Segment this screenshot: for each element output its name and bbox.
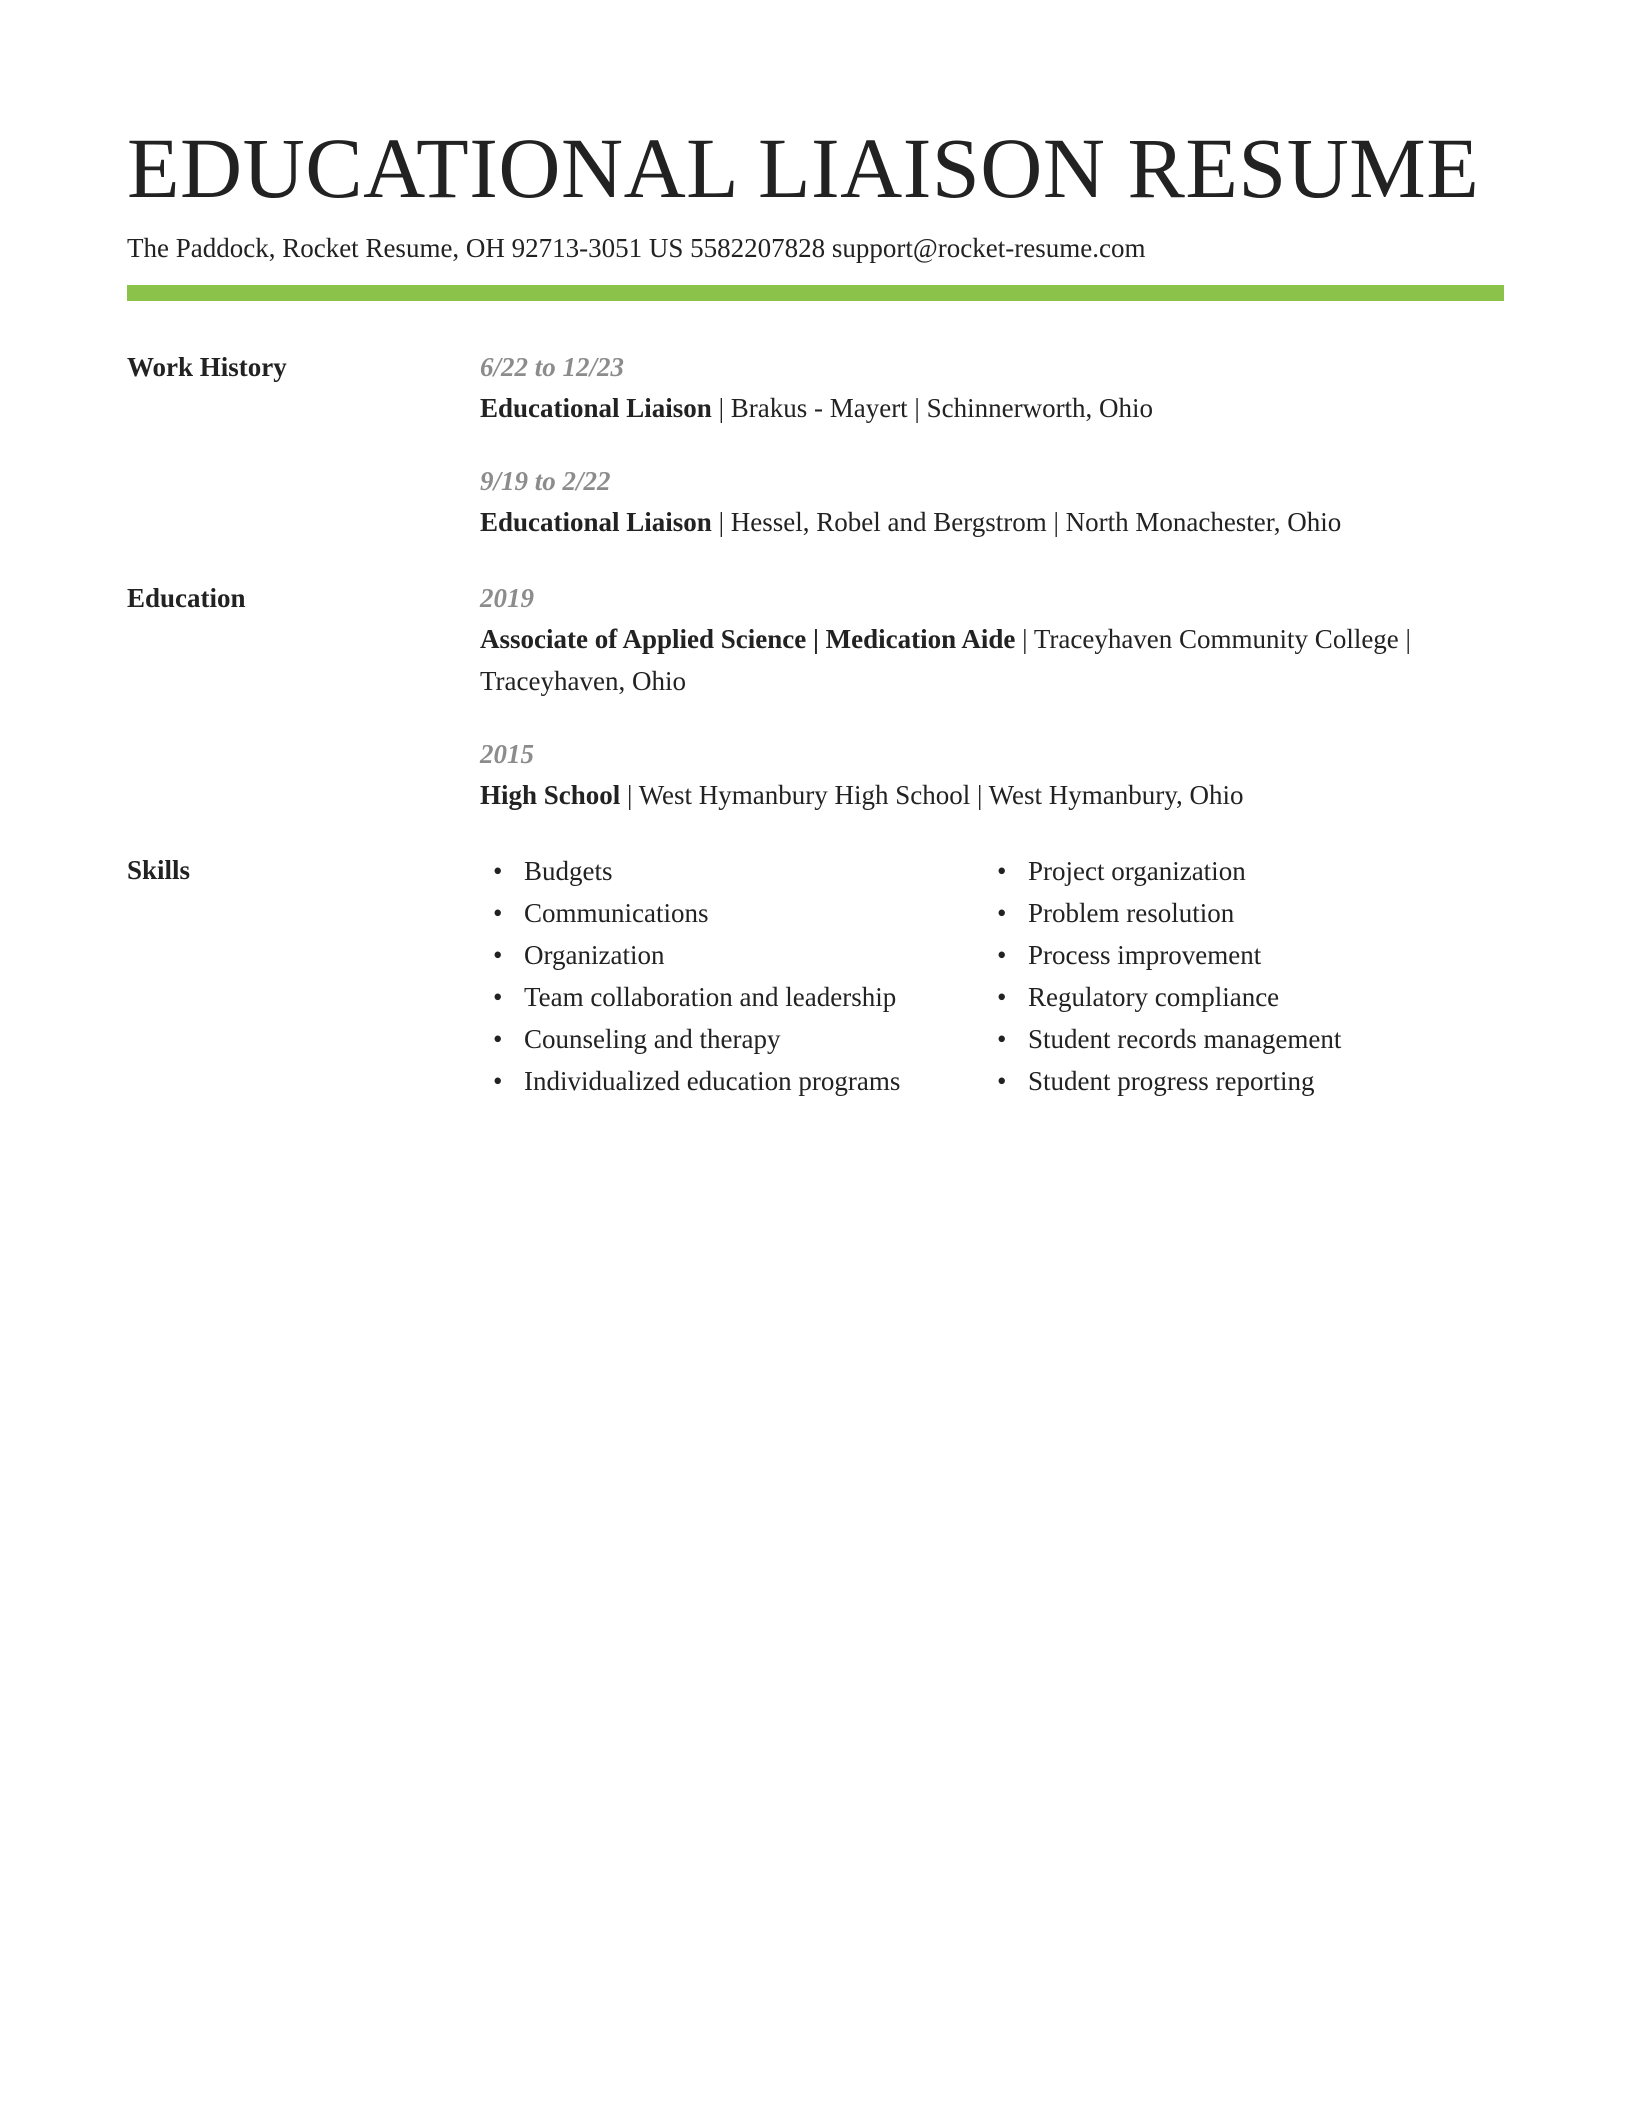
skill-item <box>480 850 984 892</box>
bullet-icon: • <box>493 898 503 928</box>
entry-line <box>480 501 1504 543</box>
skills-column-1 <box>480 850 984 1102</box>
skill-item <box>480 934 984 976</box>
skill-item <box>480 1018 984 1060</box>
bullet-icon: • <box>493 940 503 970</box>
skill-item <box>480 976 984 1018</box>
bullet-icon: • <box>997 898 1007 928</box>
entry-line <box>480 618 1504 702</box>
bullet-icon: • <box>493 982 503 1012</box>
skill-item <box>984 976 1341 1018</box>
skill-label: Student progress reporting <box>1028 1066 1315 1096</box>
bullet-icon: • <box>997 1066 1007 1096</box>
bullet-icon: • <box>997 1024 1007 1054</box>
skill-label: Organization <box>524 940 665 970</box>
bullet-icon: • <box>997 982 1007 1012</box>
skill-label: Process improvement <box>1028 940 1262 970</box>
skill-item <box>984 850 1341 892</box>
entry-title: High School <box>480 780 621 810</box>
skill-item <box>984 892 1341 934</box>
bullet-icon: • <box>493 856 503 886</box>
skills-column-2 <box>984 850 1341 1102</box>
skill-label: Team collaboration and leadership <box>524 982 897 1012</box>
skill-item <box>480 1060 984 1102</box>
skill-label: Counseling and therapy <box>524 1024 781 1054</box>
skills-list <box>480 850 1504 1102</box>
resume-title: EDUCATIONAL LIAISON RESUME <box>127 120 1480 216</box>
skill-label: Individualized education programs <box>524 1066 901 1096</box>
section-label-work-history: Work History <box>127 352 287 382</box>
contact-line: The Paddock, Rocket Resume, OH 92713-3051 US 5582207828 support@rocket-resume.com <box>127 233 1146 263</box>
skill-item <box>984 934 1341 976</box>
header-divider <box>127 285 1504 301</box>
skill-label: Communications <box>524 898 709 928</box>
section-label-skills: Skills <box>127 855 191 885</box>
entry-title: Educational Liaison <box>480 393 712 423</box>
entry-line <box>480 774 1504 816</box>
work-entry <box>480 461 1504 543</box>
bullet-icon: • <box>493 1024 503 1054</box>
work-entry <box>480 347 1504 429</box>
skill-label: Project organization <box>1028 856 1246 886</box>
skill-label: Regulatory compliance <box>1028 982 1280 1012</box>
entry-date: 6/22 to 12/23 <box>480 352 625 382</box>
entry-title: Educational Liaison <box>480 507 712 537</box>
entry-details: | Brakus - Mayert | Schinnerworth, Ohio <box>711 393 1154 423</box>
entry-date: 2015 <box>480 739 534 769</box>
skill-item <box>984 1018 1341 1060</box>
bullet-icon: • <box>997 856 1007 886</box>
entry-line <box>480 387 1504 429</box>
education-entry <box>480 578 1504 702</box>
skill-label: Student records management <box>1028 1024 1342 1054</box>
work-history-content <box>480 347 1504 543</box>
entry-details: | West Hymanbury High School | West Hymanbury, Ohio <box>620 780 1244 810</box>
entry-title: Associate of Applied Science | Medication Aide <box>480 624 1016 654</box>
skill-item <box>480 892 984 934</box>
education-content <box>480 578 1504 816</box>
skill-label: Budgets <box>524 856 613 886</box>
education-entry <box>480 734 1504 816</box>
entry-details: | Hessel, Robel and Bergstrom | North Monachester, Ohio <box>711 507 1342 537</box>
entry-date: 2019 <box>480 583 534 613</box>
bullet-icon: • <box>493 1066 503 1096</box>
skill-item <box>984 1060 1341 1102</box>
skill-label: Problem resolution <box>1028 898 1235 928</box>
section-label-education: Education <box>127 583 246 613</box>
entry-date: 9/19 to 2/22 <box>480 466 611 496</box>
entry-details: | Traceyhaven Community College | Traceyhaven, Ohio <box>480 624 1411 696</box>
bullet-icon: • <box>997 940 1007 970</box>
